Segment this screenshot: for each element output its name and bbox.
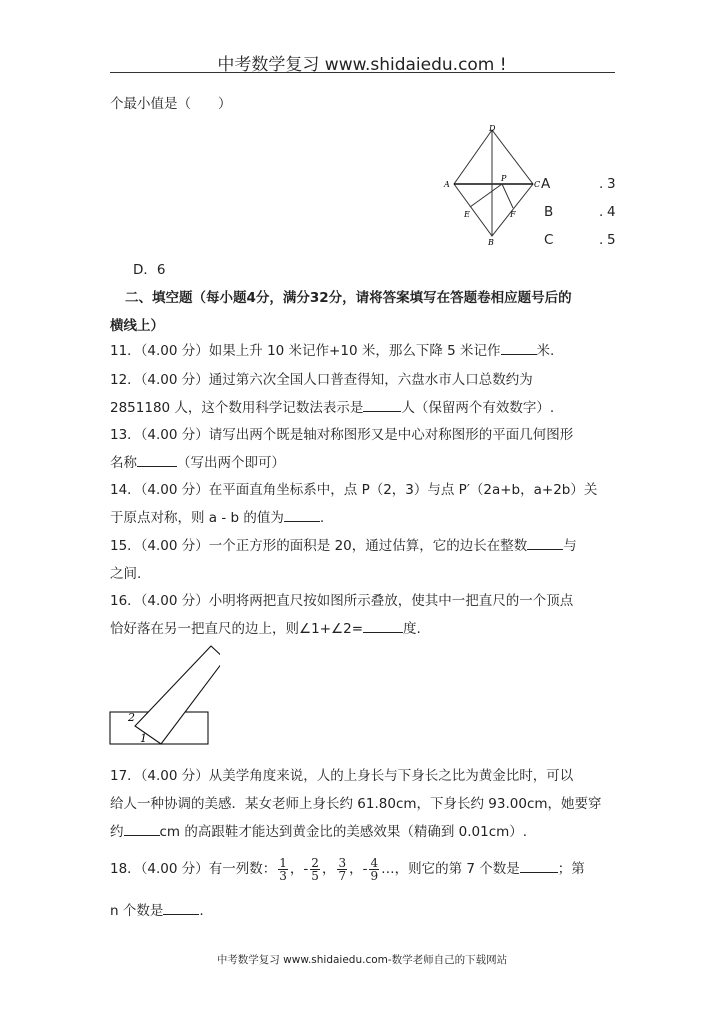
q14-answer-blank (284, 509, 320, 522)
segment-ep (470, 184, 502, 207)
q18-fraction-2 (310, 857, 320, 882)
q15-line2: 之间. (110, 566, 142, 582)
q16-line2-pre: 恰好落在另一把直尺的边上，则∠1+∠2= (110, 621, 364, 637)
rulers-figure (100, 640, 220, 752)
q18-fraction-2-num: 2 (311, 855, 319, 870)
q17-line3-pre: 约 (110, 824, 124, 840)
option-a-sep: . (599, 176, 604, 192)
label-b: B (488, 238, 494, 247)
q17-line2: 给人一种协调的美感．某女老师上身长约 61.80cm，下身长约 93.00cm，她要穿 (110, 796, 602, 812)
q18-fraction-1-num: 1 (279, 855, 287, 870)
q12-line2-pre: 2851180 人，这个数用科学记数法表示是 (110, 400, 364, 416)
q18-sep-1: ， (289, 861, 304, 877)
option-a-letter: A (541, 176, 551, 192)
header-divider (110, 72, 615, 73)
q13-line2 (110, 454, 285, 472)
option-b-sep: . (599, 204, 604, 220)
section-2-heading-line2: 横线上） (110, 318, 164, 334)
label-p: P (501, 174, 507, 183)
page-header: 中考数学复习 www.shidaiedu.com ! (217, 55, 507, 75)
q18-answer-blank-2 (163, 902, 199, 915)
q18-sep-3: ， (349, 861, 363, 877)
q18-line2-post: . (199, 903, 204, 919)
q18-tail: ；第 (557, 861, 585, 877)
section-2-heading-line1: 二、填空题（每小题4分，满分32分，请将答案填写在答题卷相应题号后的 (125, 290, 572, 306)
q16-line1: 16．（4.00 分）小明将两把直尺按如图所示叠放，使其中一把直尺的一个顶点 (110, 593, 574, 609)
q14-line2-post: . (319, 510, 325, 526)
option-b-letter: B (544, 204, 554, 220)
q16-line2-post: 度. (403, 621, 421, 637)
q18-fraction-3 (337, 857, 347, 882)
q13-line1: 13．（4.00 分）请写出两个既是轴对称图形又是中心对称图形的平面几何图形 (110, 427, 574, 443)
q16-answer-blank (363, 620, 403, 633)
q18-line2 (110, 902, 204, 920)
q13-line2-pre: 名称 (110, 455, 137, 471)
option-d: D．6 (133, 262, 166, 278)
segment-pf (502, 184, 513, 208)
q15-line1-pre: 15．（4.00 分）一个正方形的面积是 20，通过估算，它的边长在整数 (110, 538, 528, 554)
q18-frac-sign-4: - (362, 861, 368, 877)
option-c-sep: . (599, 232, 604, 248)
q12-line1: 12．（4.00 分）通过第六次全国人口普查得知，六盘水市人口总数约为 (110, 372, 533, 388)
q11-answer-blank (501, 342, 537, 355)
label-f: F (510, 210, 516, 219)
q18-pre: 18．（4.00 分）有一列数： (110, 861, 277, 877)
q18-fraction-3-den: 7 (338, 868, 347, 883)
label-a: A (444, 180, 450, 189)
label-d: D (489, 124, 496, 133)
option-c-letter: C (544, 232, 554, 248)
label-e: E (464, 210, 470, 219)
q18-line2-pre: n 个数是 (110, 903, 164, 919)
q18-ellipsis: … (381, 861, 395, 877)
q11-tail: 米. (536, 343, 555, 359)
option-a-value: 3 (607, 176, 616, 192)
angle-label-1: 1 (140, 732, 147, 745)
q17-line3 (110, 823, 527, 841)
q18-fraction-1-den: 3 (279, 868, 287, 883)
q15-line1 (110, 537, 577, 555)
q18-fraction-3-num: 3 (338, 855, 347, 870)
question-11 (110, 342, 554, 360)
option-a (541, 176, 616, 192)
q18-fraction-4-den: 9 (370, 868, 379, 883)
q13-answer-blank (137, 454, 177, 467)
q18-line1 (110, 853, 585, 885)
q14-line2-pre: 于原点对称，则 a - b 的值为 (110, 510, 284, 526)
option-c-value: 5 (607, 232, 616, 248)
tilted-ruler (135, 646, 220, 744)
q12-answer-blank (363, 399, 401, 412)
q18-sep-2: ， (321, 861, 336, 877)
q18-fraction-2-den: 5 (311, 868, 319, 883)
q13-line2-post: （写出两个即可） (177, 455, 285, 471)
q17-line1: 17．（4.00 分）从美学角度来说，人的上身长与下身长之比为黄金比时，可以 (110, 768, 574, 784)
q11-text: 11．（4.00 分）如果上升 10 米记作+10 米，那么下降 5 米记作 (110, 343, 501, 359)
q18-frac-sign-2: - (303, 861, 309, 877)
q18-answer-blank-1 (520, 860, 558, 873)
q15-line1-post: 与 (563, 538, 577, 554)
page-footer: 中考数学复习 www.shidaiedu.com-数学老师自己的下载网站 (216, 954, 508, 966)
q18-fraction-4-num: 4 (370, 855, 379, 870)
q17-answer-blank (124, 823, 160, 836)
q14-line1: 14．（4.00 分）在平面直角坐标系中，点 P（2，3）与点 P′（2a+b，a+2b）关 (110, 482, 598, 498)
q16-line2 (110, 620, 421, 638)
label-c: C (534, 180, 541, 189)
q18-fraction-4 (369, 857, 379, 882)
option-b (544, 204, 616, 220)
q14-line2 (110, 509, 324, 527)
q10-tail: 个最小值是（ ） (110, 96, 232, 112)
q12-line2 (110, 399, 554, 417)
angle-label-2: 2 (128, 711, 135, 724)
q15-answer-blank (527, 537, 563, 550)
q18-mid: ，则它的第 7 个数是 (394, 861, 520, 877)
option-c (544, 232, 616, 248)
rhombus-figure (440, 120, 550, 250)
q17-line3-post: cm 的高跟鞋才能达到黄金比的美感效果（精确到 0.01cm）. (159, 824, 528, 840)
rhombus-outline (454, 130, 533, 236)
option-b-value: 4 (607, 204, 616, 220)
q18-fraction-1 (278, 857, 288, 882)
q12-line2-post: 人（保留两个有效数字）. (401, 400, 555, 416)
